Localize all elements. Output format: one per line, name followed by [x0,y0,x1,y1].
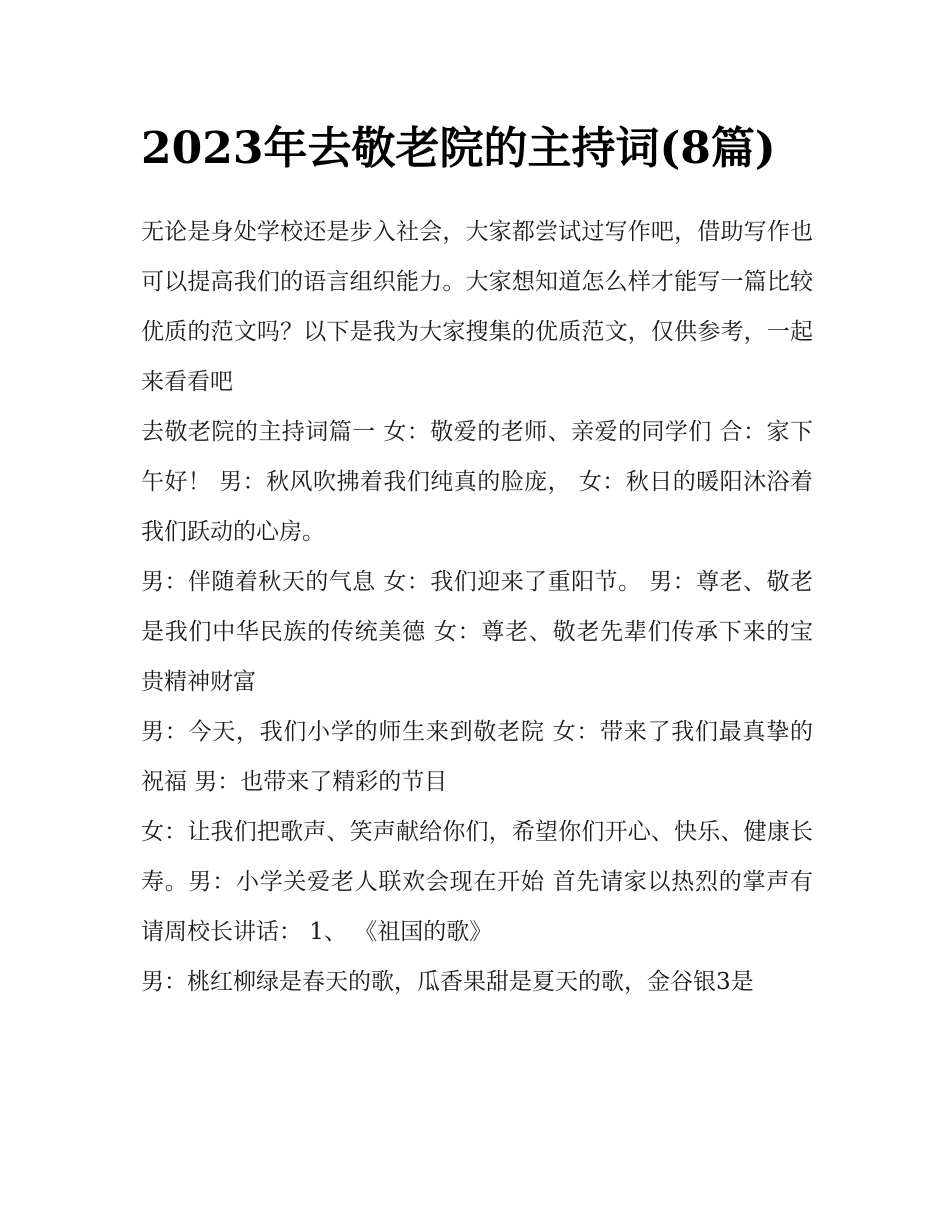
paragraph-5: 男：桃红柳绿是春天的歌，瓜香果甜是夏天的歌，金谷银3是 [141,969,754,995]
paragraph-3: 男：今天，我们小学的师生来到敬老院 女：带来了我们最真挚的祝福 男：也带来了精彩的节目 [141,719,813,795]
document-title: 2023年去敬老院的主持词(8篇) [141,123,776,174]
paragraph-2: 男：伴随着秋天的气息 女：我们迎来了重阳节。 男：尊老、敬老是我们中华民族的传统美德 女：尊老、敬老先辈们传承下来的宝贵精神财富 [141,569,813,695]
paragraph-1: 去敬老院的主持词篇一 女：敬爱的老师、亲爱的同学们 合：家下午好！ 男：秋风吹拂着我们纯真的脸庞， 女：秋日的暖阳沐浴着我们跃动的心房。 [141,419,813,545]
document-body [141,207,813,1007]
paragraph-4: 女：让我们把歌声、笑声献给你们，希望你们开心、快乐、健康长寿。男：小学关爱老人联欢会现在开始 首先请家以热烈的掌声有请周校长讲话： 1、 《祖国的歌》 [141,819,813,945]
paragraph-intro: 无论是身处学校还是步入社会，大家都尝试过写作吧，借助写作也可以提高我们的语言组织能力。大家想知道怎么样才能写一篇比较优质的范文吗？以下是我为大家搜集的优质范文，仅供参考，一起来看看吧 [141,219,813,395]
document-content [141,118,813,1007]
